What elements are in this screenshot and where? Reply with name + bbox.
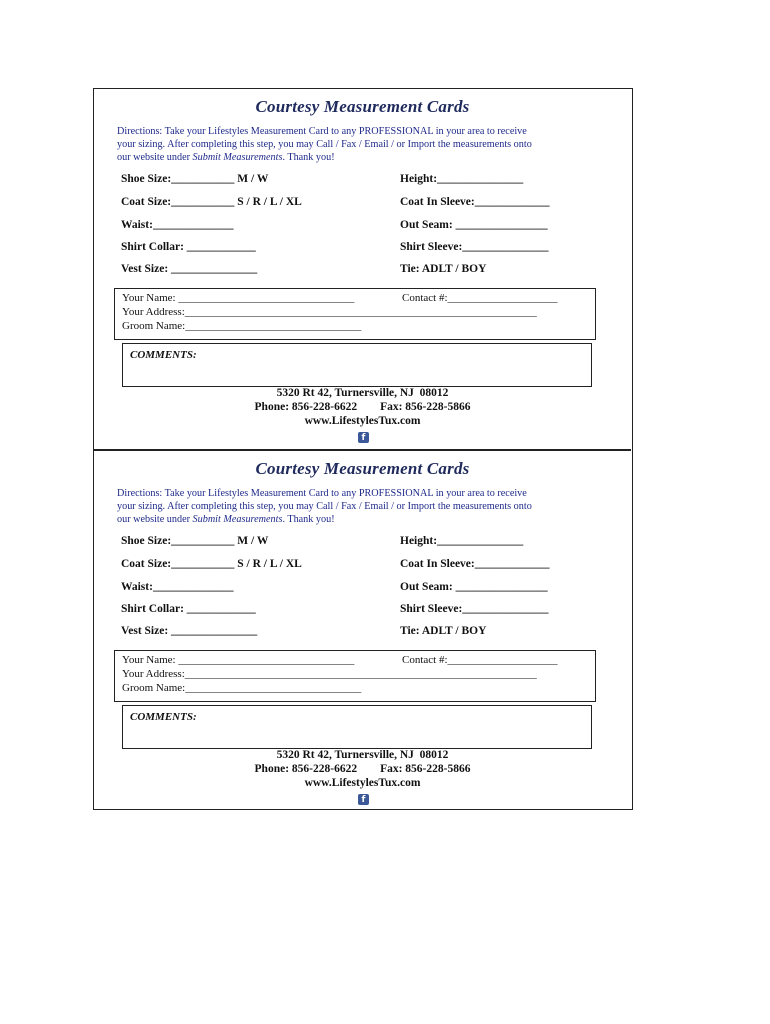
facebook-icon[interactable]: f [358, 432, 369, 443]
shirt-sleeve-field[interactable]: Shirt Sleeve:_______________ [400, 603, 549, 615]
groom-name-field[interactable]: Groom Name:________________________________ [122, 320, 362, 332]
comments-label: COMMENTS: [130, 349, 197, 361]
height-field[interactable]: Height:_______________ [400, 173, 524, 185]
comments-box[interactable] [122, 705, 592, 749]
out-seam-field[interactable]: Out Seam: ________________ [400, 219, 548, 231]
submit-measurements-text: Submit Measurements [192, 152, 283, 163]
groom-name-field[interactable]: Groom Name:________________________________ [122, 682, 362, 694]
shirt-sleeve-field[interactable]: Shirt Sleeve:_______________ [400, 241, 549, 253]
directions-line-3b: . Thank you! [282, 152, 335, 163]
store-website[interactable]: www.LifestylesTux.com [304, 415, 421, 427]
directions-text [117, 125, 607, 164]
comments-label: COMMENTS: [130, 711, 197, 723]
directions-line-2: your sizing. After completing this step, you may Call / Fax / Email / or Import the measurements onto [117, 501, 532, 512]
coat-in-sleeve-field[interactable]: Coat In Sleeve:_____________ [400, 558, 550, 570]
your-address-field[interactable]: Your Address:________________________________________________________________ [122, 306, 537, 318]
vest-size-field[interactable]: Vest Size: _______________ [121, 263, 258, 275]
out-seam-field[interactable]: Out Seam: ________________ [400, 581, 548, 593]
shoe-size-field[interactable]: Shoe Size:___________ M / W [121, 173, 269, 185]
store-address: 5320 Rt 42, Turnersville, NJ 08012 [276, 749, 449, 761]
coat-in-sleeve-field[interactable]: Coat In Sleeve:_____________ [400, 196, 550, 208]
contact-info-box [114, 650, 596, 702]
contact-number-field[interactable]: Contact #:____________________ [402, 654, 558, 666]
your-name-field[interactable]: Your Name: ________________________________ [122, 654, 355, 666]
waist-field[interactable]: Waist:______________ [121, 219, 234, 231]
your-name-field[interactable]: Your Name: ________________________________ [122, 292, 355, 304]
store-phone-fax: Phone: 856-228-6622 Fax: 856-228-5866 [254, 401, 471, 413]
card-title: Courtesy Measurement Cards [255, 97, 470, 116]
contact-info-box [114, 288, 596, 340]
store-address: 5320 Rt 42, Turnersville, NJ 08012 [276, 387, 449, 399]
directions-line-1: Directions: Take your Lifestyles Measurement Card to any PROFESSIONAL in your area to receive [117, 126, 527, 137]
vest-size-field[interactable]: Vest Size: _______________ [121, 625, 258, 637]
submit-measurements-text: Submit Measurements [192, 514, 283, 525]
measurement-card-sheet [93, 88, 633, 810]
coat-size-field[interactable]: Coat Size:___________ S / R / L / XL [121, 558, 302, 570]
directions-line-2: your sizing. After completing this step, you may Call / Fax / Email / or Import the measurements onto [117, 139, 532, 150]
directions-text [117, 487, 607, 526]
shirt-collar-field[interactable]: Shirt Collar: ____________ [121, 603, 256, 615]
directions-line-3a: our website under [117, 514, 193, 525]
card-title: Courtesy Measurement Cards [255, 459, 470, 478]
directions-line-3 [117, 513, 607, 526]
height-field[interactable]: Height:_______________ [400, 535, 524, 547]
directions-line-1: Directions: Take your Lifestyles Measurement Card to any PROFESSIONAL in your area to receive [117, 488, 527, 499]
coat-size-field[interactable]: Coat Size:___________ S / R / L / XL [121, 196, 302, 208]
measurement-card-2 [94, 451, 631, 812]
directions-line-3b: . Thank you! [282, 514, 335, 525]
shoe-size-field[interactable]: Shoe Size:___________ M / W [121, 535, 269, 547]
tie-field[interactable]: Tie: ADLT / BOY [400, 625, 487, 637]
directions-line-3 [117, 151, 607, 164]
tie-field[interactable]: Tie: ADLT / BOY [400, 263, 487, 275]
your-address-field[interactable]: Your Address:________________________________________________________________ [122, 668, 537, 680]
measurement-card-1 [94, 89, 631, 450]
store-website[interactable]: www.LifestylesTux.com [304, 777, 421, 789]
waist-field[interactable]: Waist:______________ [121, 581, 234, 593]
store-phone-fax: Phone: 856-228-6622 Fax: 856-228-5866 [254, 763, 471, 775]
directions-line-3a: our website under [117, 152, 193, 163]
contact-number-field[interactable]: Contact #:____________________ [402, 292, 558, 304]
shirt-collar-field[interactable]: Shirt Collar: ____________ [121, 241, 256, 253]
facebook-icon[interactable]: f [358, 794, 369, 805]
comments-box[interactable] [122, 343, 592, 387]
